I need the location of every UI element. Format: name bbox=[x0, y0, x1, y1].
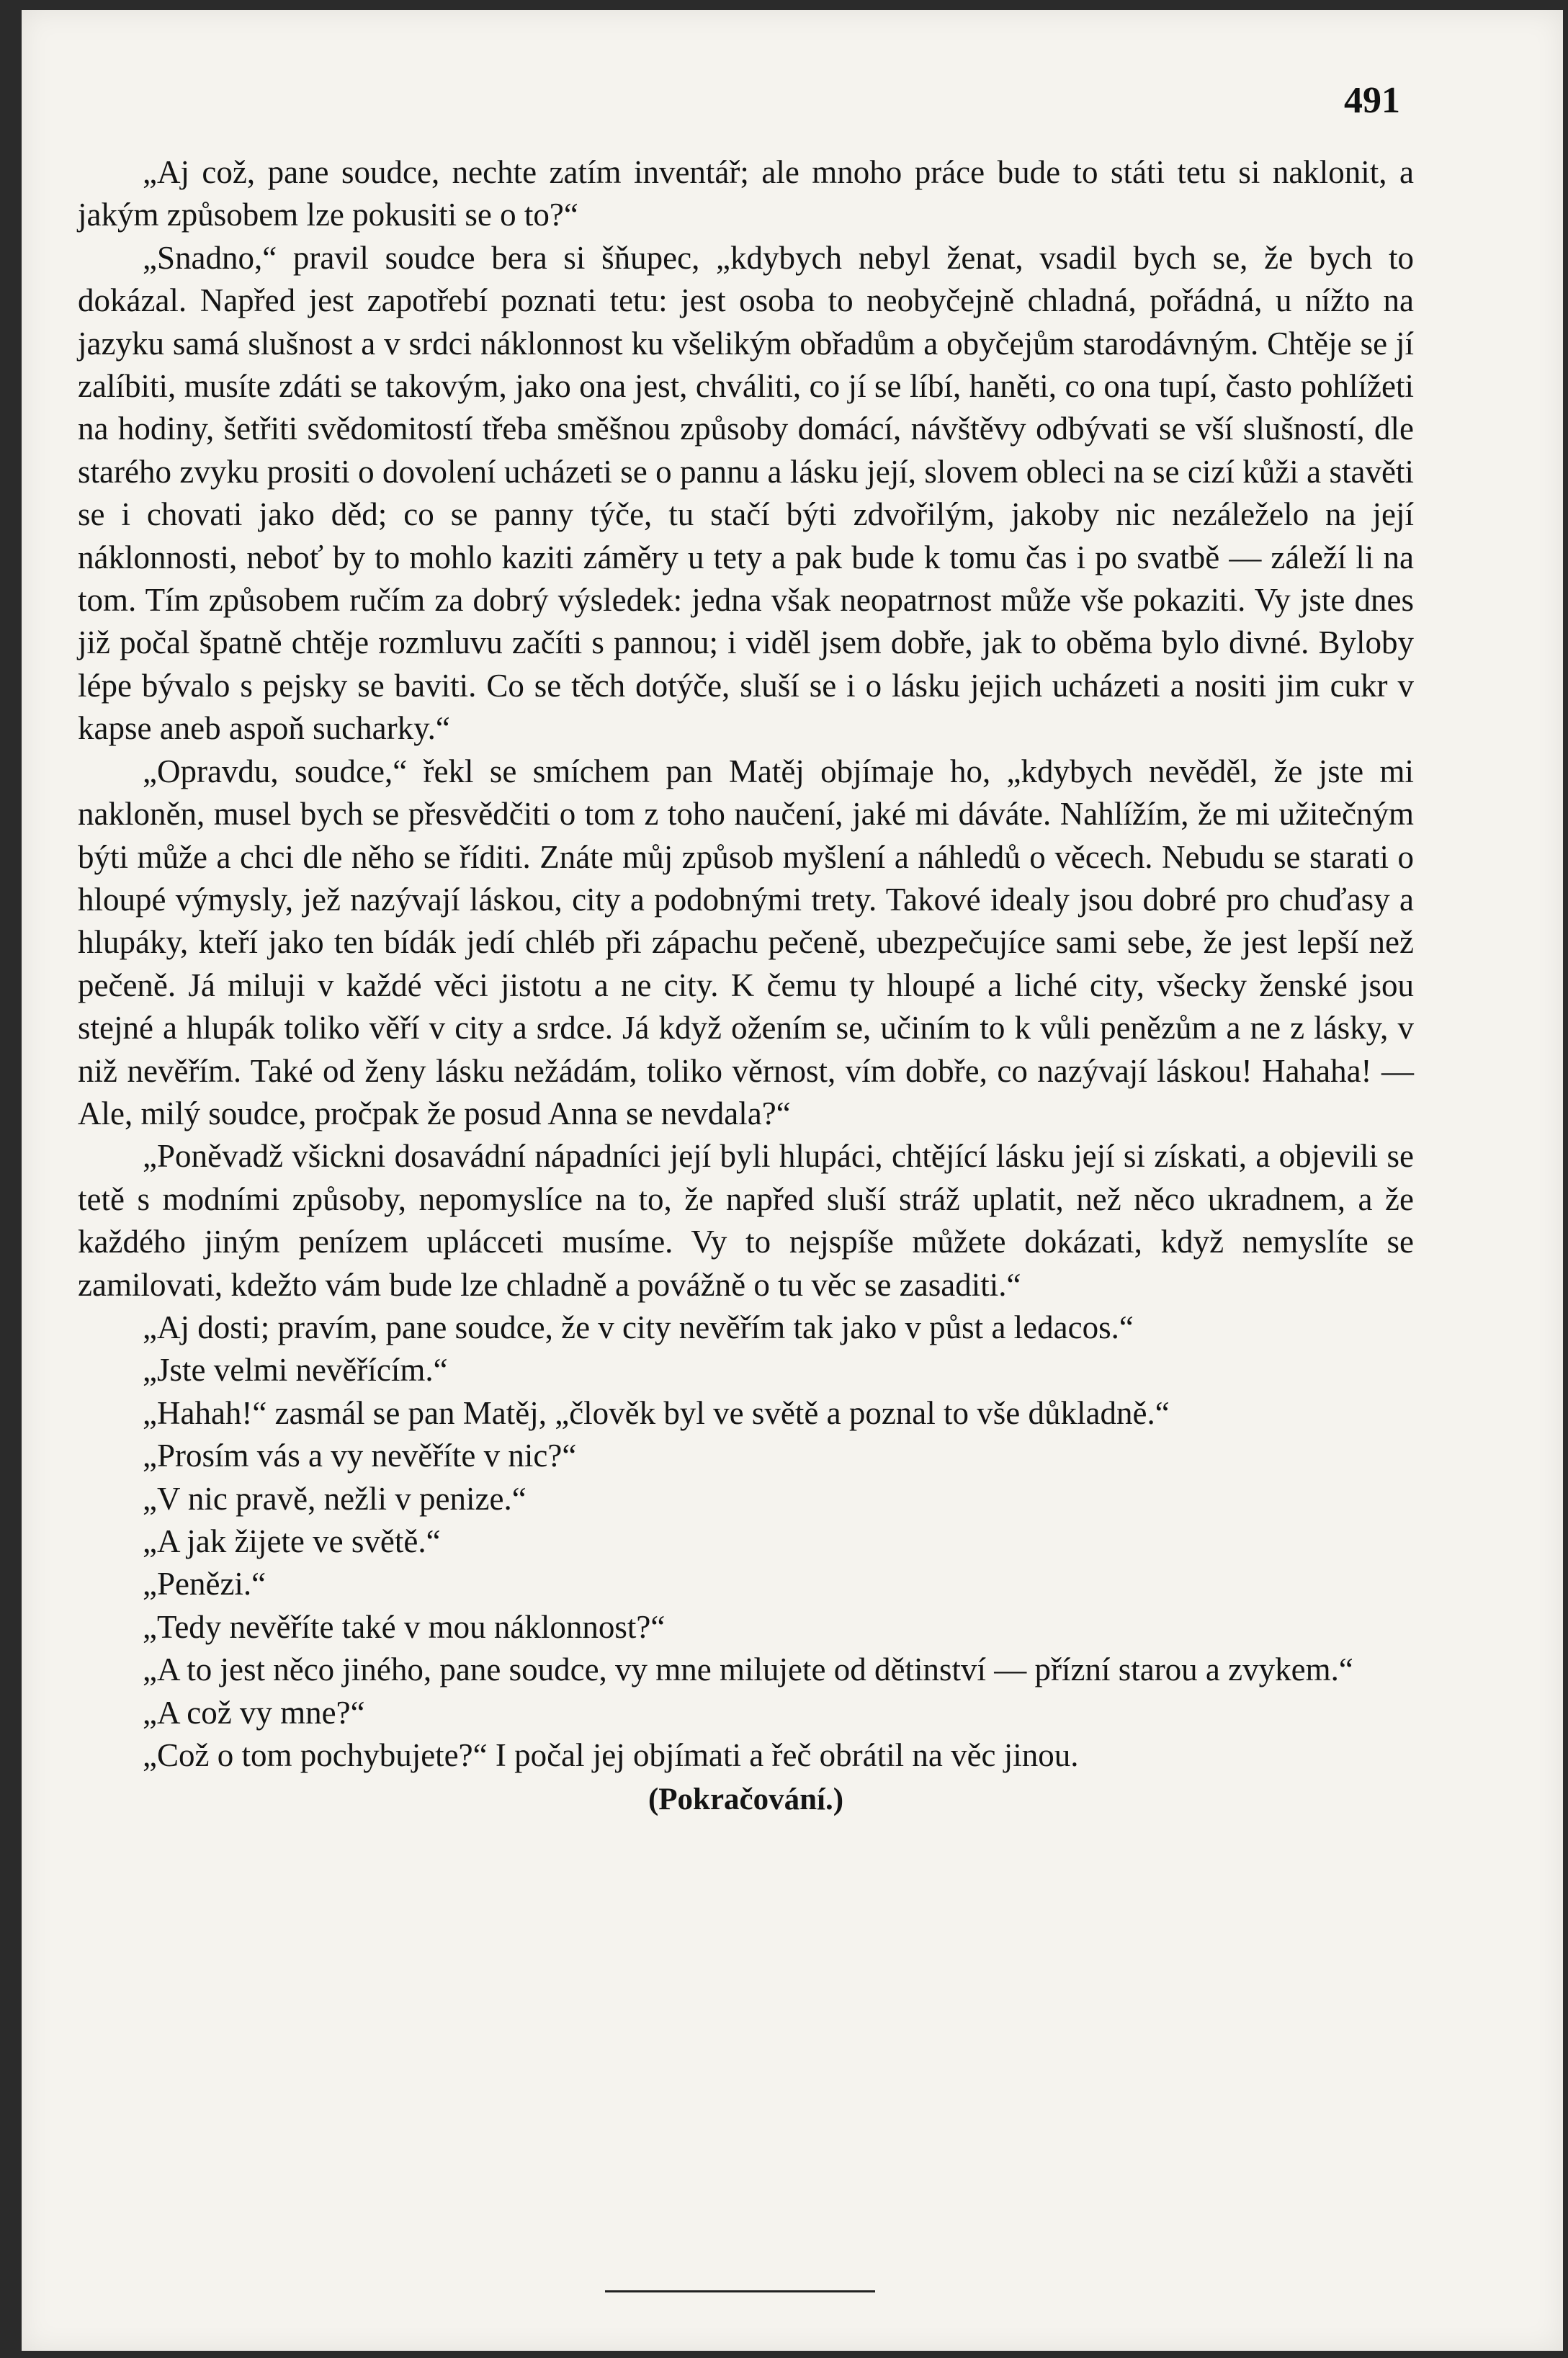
paragraph: „Což o tom pochybujete?“ I počal jej objímati a řeč obrátil na věc jinou. bbox=[143, 1737, 1079, 1774]
paragraph: „A což vy mne?“ bbox=[143, 1694, 365, 1731]
paragraph: „Penězi.“ bbox=[143, 1566, 266, 1602]
page-number: 491 bbox=[1344, 80, 1400, 121]
paragraph: „Hahah!“ zasmál se pan Matěj, „člověk byl ve světě a poznal to vše důkladně.“ bbox=[143, 1394, 1170, 1431]
book-page bbox=[22, 10, 1563, 2351]
paragraph: „A jak žijete ve světě.“ bbox=[143, 1523, 441, 1559]
paragraph: „Opravdu, soudce,“ řekl se smíchem pan Matěj objímaje ho, „kdybych nevěděl, že jste mi nakloněn, musel bych se přesvědčiti o tom z toho naučení, jaké mi dáváte. Nahlížím, že mi užitečným býti může a chci dle něho se říditi. Znáte můj způsob myšlení a náhledů o věcech. Nebudu se starati o hloupé výmysly, jež nazývají láskou, city a podobnými trety. Takové idealy jsou dobré pro chuďasy a hlupáky, kteří jako ten bídák jedí chléb při zápachu pečeně, ubezpečujíce sami sebe, že jest lepší než pečeně. Já miluji v každé věci jistotu a ne city. K čemu ty hloupé a liché city, všecky ženské jsou stejné a hlupák toliko věří v city a srdce. Já když ožením se, učiním to k vůli penězům a ne z lásky, v niž nevěřím. Také od ženy lásku nežádám, toliko věrnost, vím dobře, co nazývají láskou! Hahaha! — Ale, milý soudce, pročpak že posud Anna se nevdala?“ bbox=[78, 753, 1414, 1131]
paragraph: „Snadno,“ pravil soudce bera si šňupec, „kdybych nebyl ženat, vsadil bych se, že bych to dokázal. Napřed jest zapotřebí poznati tetu: jest osoba to neobyčejně chladná, pořádná, u nížto na jazyku samá slušnost a v srdci náklonnost ku všelikým obřadům a obyčejům starodávným. Chtěje se jí zalíbiti, musíte zdáti se takovým, jako ona jest, chváliti, co jí se líbí, haněti, co ona tupí, často pohlížeti na hodiny, šetřiti svědomitostí třeba směšnou způsoby domácí, návštěvy odbývati se vší slušností, dle starého zvyku prositi o dovolení ucházeti se o pannu a lásku její, slovem obleci na se cizí kůži a stavěti se i chovati jako děd; co se panny týče, tu stačí býti zdvořilým, jakoby nic nezáleželo na její náklonnosti, neboť by to mohlo kaziti záměry u tety a pak bude k tomu čas i po svatbě — záleží li na tom. Tím způsobem ručím za dobrý výsledek: jedna však neopatrnost může vše pokaziti. Vy jste dnes již počal špatně chtěje rozmluvu začíti s pannou; i viděl jsem dobře, jak to oběma bylo divné. Byloby lépe bývalo s pejsky se baviti. Co se těch dotýče, sluší se i o lásku jejich ucházeti a nositi jim cukr v kapse aneb aspoň sucharky.“ bbox=[78, 239, 1414, 747]
body-text bbox=[78, 151, 1414, 1852]
closing-rule bbox=[605, 2290, 875, 2292]
paragraph: „Poněvadž všickni dosavádní nápadníci její byli hlupáci, chtějící lásku její si získati, a objevili se tetě s modními způsoby, nepomyslíce na to, že napřed sluší stráž uplatit, než něco ukradnem, a že každého jiným penízem uplácceti musíme. Vy to nejspíše můžete dokázati, když nemyslíte se zamilovati, kdežto vám bude lze chladně a povážně o tu věc se zasaditi.“ bbox=[78, 1138, 1414, 1303]
paragraph: „Prosím vás a vy nevěříte v nic?“ bbox=[143, 1438, 577, 1474]
paragraph: „V nic pravě, nežli v penize.“ bbox=[143, 1480, 527, 1517]
paragraph: „Aj což, pane soudce, nechte zatím inventář; ale mnoho práce bude to státi tetu si naklonit, a jakým způsobem lze pokusiti se o to?“ bbox=[78, 154, 1414, 233]
paragraph: „Jste velmi nevěřícím.“ bbox=[143, 1352, 448, 1389]
paragraph: „Tedy nevěříte také v mou náklonnost?“ bbox=[143, 1608, 666, 1645]
continuation-note: (Pokračování.) bbox=[648, 1783, 844, 1817]
paragraph: „Aj dosti; pravím, pane soudce, že v city nevěřím tak jako v půst a ledacos.“ bbox=[143, 1309, 1134, 1345]
paragraph: „A to jest něco jiného, pane soudce, vy mne milujete od dětinství — přízní starou a zvykem.“ bbox=[143, 1651, 1353, 1688]
